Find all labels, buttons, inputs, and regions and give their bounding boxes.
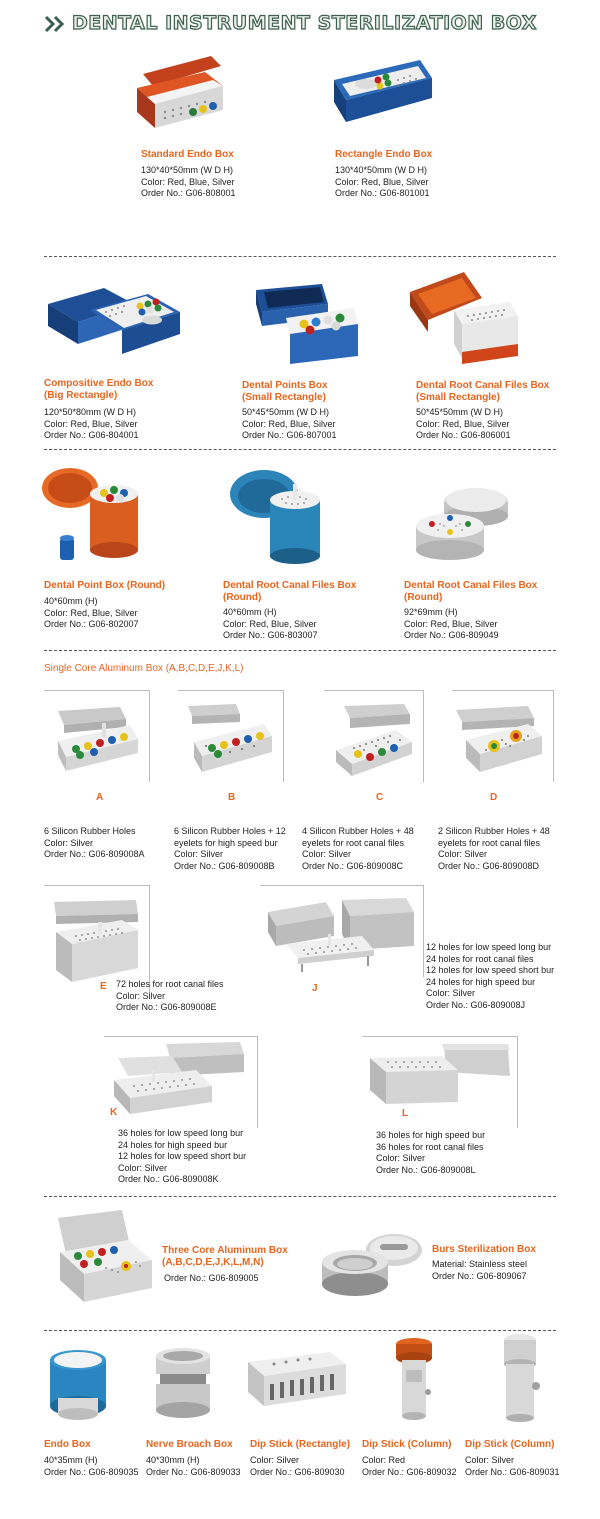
dip-stick-column-silver-photo xyxy=(498,1332,550,1424)
product-specs: 2 Silicon Rubber Holes + 48 eyelets for root canal files Color: Silver Order No.: G06-809008D xyxy=(438,826,550,871)
product-specs: Order No.: G06-809005 xyxy=(164,1273,259,1283)
product-specs: 40*60mm (H) Color: Red, Blue, Silver Order No.: G06-802007 xyxy=(44,596,139,629)
product-specs: 36 holes for low speed long bur 24 holes for high speed bur 12 holes for low speed short bur Color: Silver Order No.: G06-809008K xyxy=(118,1128,247,1184)
product-title: Dip Stick (Column) xyxy=(465,1439,555,1450)
product-title: Dental Points Box (Small Rectangle) xyxy=(242,380,328,403)
product-specs: 6 Silicon Rubber Holes + 12 eyelets for high speed bur Color: Silver Order No.: G06-809008B xyxy=(174,826,286,871)
product-specs: Material: Stainless steel Order No.: G06-809067 xyxy=(432,1259,528,1281)
product-specs: Color: Silver Order No.: G06-809030 xyxy=(250,1455,345,1477)
section-divider xyxy=(44,256,556,257)
double-chevron-right-icon xyxy=(44,14,66,34)
product-specs: 92*69mm (H) Color: Red, Blue, Silver Order No.: G06-809049 xyxy=(404,607,499,640)
variant-letter: J xyxy=(312,983,318,994)
product-specs: 50*45*50mm (W D H) Color: Red, Blue, Silver Order No.: G06-807001 xyxy=(242,407,337,440)
product-specs: 40*30mm (H) Order No.: G06-809033 xyxy=(146,1455,241,1477)
product-title: Dental Root Canal Files Box (Small Rectangle) xyxy=(416,380,550,403)
single-core-box-d-photo xyxy=(454,704,548,776)
product-specs: 6 Silicon Rubber Holes Color: Silver Order No.: G06-809008A xyxy=(44,826,145,859)
product-specs: 50*45*50mm (W D H) Color: Red, Blue, Silver Order No.: G06-806001 xyxy=(416,407,511,440)
product-specs: Color: Silver Order No.: G06-809031 xyxy=(465,1455,560,1477)
dental-point-box-round-photo xyxy=(40,466,150,566)
nerve-broach-box-photo xyxy=(150,1346,216,1422)
product-specs: 40*35mm (H) Order No.: G06-809035 xyxy=(44,1455,139,1477)
section-divider xyxy=(44,449,556,450)
product-specs: 12 holes for low speed long bur 24 holes for root canal files 12 holes for low speed short bur 24 holes for high speed bur Color: Silver Order No.: G06-809008J xyxy=(426,942,555,1010)
product-title: Rectangle Endo Box xyxy=(335,149,433,160)
product-specs: 72 holes for root canal files Color: Silver Order No.: G06-809008E xyxy=(116,979,224,1012)
variant-letter: E xyxy=(100,981,107,992)
product-specs: 36 holes for high speed bur 36 holes for root canal files Color: Silver Order No.: G06-809008L xyxy=(376,1130,486,1175)
section-divider xyxy=(44,1330,556,1331)
three-core-aluminum-box-photo xyxy=(56,1208,156,1308)
variant-letter: B xyxy=(228,792,236,803)
dental-points-box-photo xyxy=(250,282,362,366)
section-divider xyxy=(44,1196,556,1197)
product-title: Compositive Endo Box (Big Rectangle) xyxy=(44,378,154,401)
product-specs: 130*40*50mm (W D H) Color: Red, Blue, Silver Order No.: G06-801001 xyxy=(335,165,430,198)
variant-letter: K xyxy=(110,1107,118,1118)
product-title: Standard Endo Box xyxy=(141,149,234,160)
root-canal-files-box-small-photo xyxy=(406,268,526,368)
section-title: Single Core Aluminum Box (A,B,C,D,E,J,K,L) xyxy=(44,663,244,674)
single-core-box-k-photo xyxy=(108,1040,248,1116)
dip-stick-rectangle-photo xyxy=(244,1348,350,1414)
product-title: Dental Point Box (Round) xyxy=(44,580,166,591)
product-title: Endo Box xyxy=(44,1439,91,1450)
page-title: DENTAL INSTRUMENT STERILIZATION BOX xyxy=(72,12,537,34)
product-title: Dip Stick (Column) xyxy=(362,1439,452,1450)
single-core-box-l-photo xyxy=(364,1040,514,1116)
product-title: Nerve Broach Box xyxy=(146,1439,233,1450)
section-divider xyxy=(44,650,556,651)
single-core-box-e-photo xyxy=(46,896,146,988)
variant-letter: D xyxy=(490,792,498,803)
single-core-box-b-photo xyxy=(184,702,278,778)
product-specs: Color: Red Order No.: G06-809032 xyxy=(362,1455,457,1477)
single-core-box-j-photo xyxy=(264,894,420,974)
dip-stick-column-red-photo xyxy=(392,1336,442,1422)
endo-box-photo xyxy=(46,1346,110,1422)
single-core-box-a-photo xyxy=(50,705,142,777)
product-title: Dental Root Canal Files Box (Round) xyxy=(404,580,538,603)
product-specs: 40*60mm (H) Color: Red, Blue, Silver Order No.: G06-803007 xyxy=(223,607,318,640)
variant-letter: A xyxy=(96,792,104,803)
product-title: Dip Stick (Rectangle) xyxy=(250,1439,351,1450)
rectangle-endo-box-photo xyxy=(328,58,436,130)
root-canal-files-box-round-photo xyxy=(226,466,346,566)
variant-letter: L xyxy=(402,1108,409,1119)
product-title: Dental Root Canal Files Box (Round) xyxy=(223,580,357,603)
compositive-endo-box-photo xyxy=(44,282,184,362)
single-core-box-c-photo xyxy=(330,702,420,778)
product-title: Burs Sterilization Box xyxy=(432,1244,536,1255)
burs-sterilization-box-photo xyxy=(318,1228,424,1300)
product-title: Three Core Aluminum Box (A,B,C,D,E,J,K,L,M,N) xyxy=(162,1245,288,1268)
product-specs: 4 Silicon Rubber Holes + 48 eyelets for root canal files Color: Silver Order No.: G06-809008C xyxy=(302,826,414,871)
variant-letter: C xyxy=(376,792,384,803)
root-canal-files-box-round-large-photo xyxy=(410,484,514,564)
product-specs: 130*40*50mm (W D H) Color: Red, Blue, Silver Order No.: G06-808001 xyxy=(141,165,236,198)
product-specs: 120*50*80mm (W D H) Color: Red, Blue, Silver Order No.: G06-804001 xyxy=(44,407,139,440)
standard-endo-box-photo xyxy=(135,52,225,132)
